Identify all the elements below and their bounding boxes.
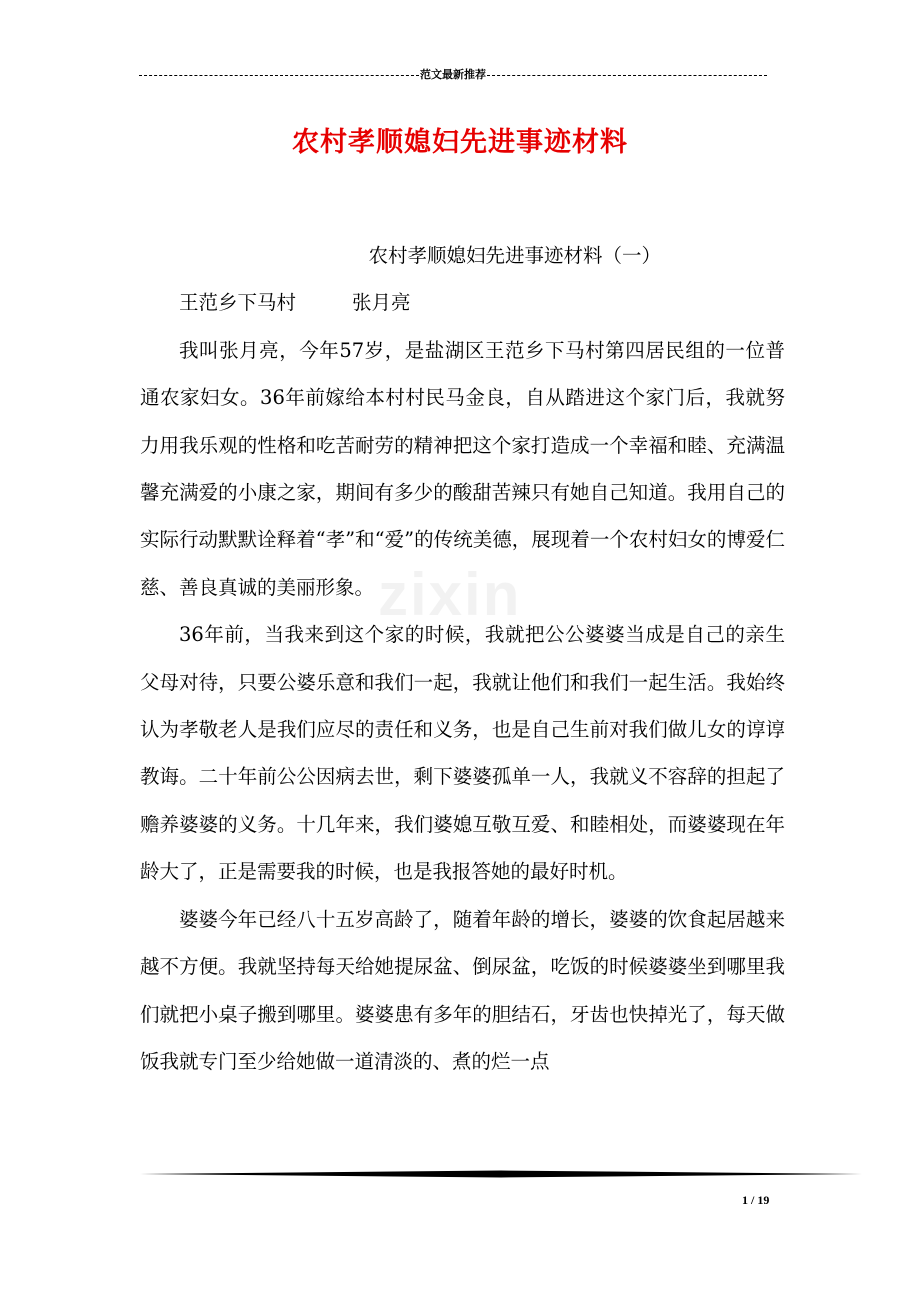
byline-place: 王范乡下马村 <box>179 291 297 315</box>
header-rule <box>139 68 767 82</box>
page-number: 1 / 19 <box>742 1193 770 1207</box>
document-subtitle: 农村孝顺媳妇先进事迹材料（一） <box>368 244 661 267</box>
header-dashes-right <box>487 75 767 76</box>
watermark: zixin <box>378 561 522 628</box>
paragraph-3: 婆婆今年已经八十五岁高龄了，随着年龄的增长，婆婆的饮食起居越来越不方便。我就坚持每天给她提尿盆、倒尿盆，吃饭的时候婆婆坐到哪里我们就把小桌子搬到哪里。婆婆患有多年的胆结石，牙齿也快掉光了，每天做饭我就专门至少给她做一道清淡的、煮的烂一点 <box>140 907 785 1073</box>
document-title: 农村孝顺媳妇先进事迹材料 <box>292 127 628 158</box>
footer-rule <box>140 1170 862 1178</box>
header-dashes-left <box>139 75 419 76</box>
byline <box>140 279 785 326</box>
document-body <box>140 232 785 1085</box>
byline-name: 张月亮 <box>352 291 411 315</box>
header-label: 范文最新推荐 <box>420 69 486 81</box>
paragraph-1: 我叫张月亮，今年57岁，是盐湖区王范乡下马村第四居民组的一位普通农家妇女。36年前嫁给本村村民马金良，自从踏进这个家门后，我就努力用我乐观的性格和吃苦耐劳的精神把这个家打造成一个幸福和睦、充满温馨充满爱的小康之家，期间有多少的酸甜苦辣只有她自己知道。我用自己的实际行动默默诠释着“孝”和“爱”的传统美德，展现着一个农村妇女的博爱仁慈、善良真诚的美丽形象。 <box>140 338 785 599</box>
paragraph-2: 36年前，当我来到这个家的时候，我就把公公婆婆当成是自己的亲生父母对待，只要公婆乐意和我们一起，我就让他们和我们一起生活。我始终认为孝敬老人是我们应尽的责任和义务，也是自己生前对我们做儿女的谆谆教诲。二十年前公公因病去世，剩下婆婆孤单一人，我就义不容辞的担起了赡养婆婆的义务。十几年来，我们婆媳互敬互爱、和睦相处，而婆婆现在年龄大了，正是需要我的时候，也是我报答她的最好时机。 <box>140 623 785 884</box>
